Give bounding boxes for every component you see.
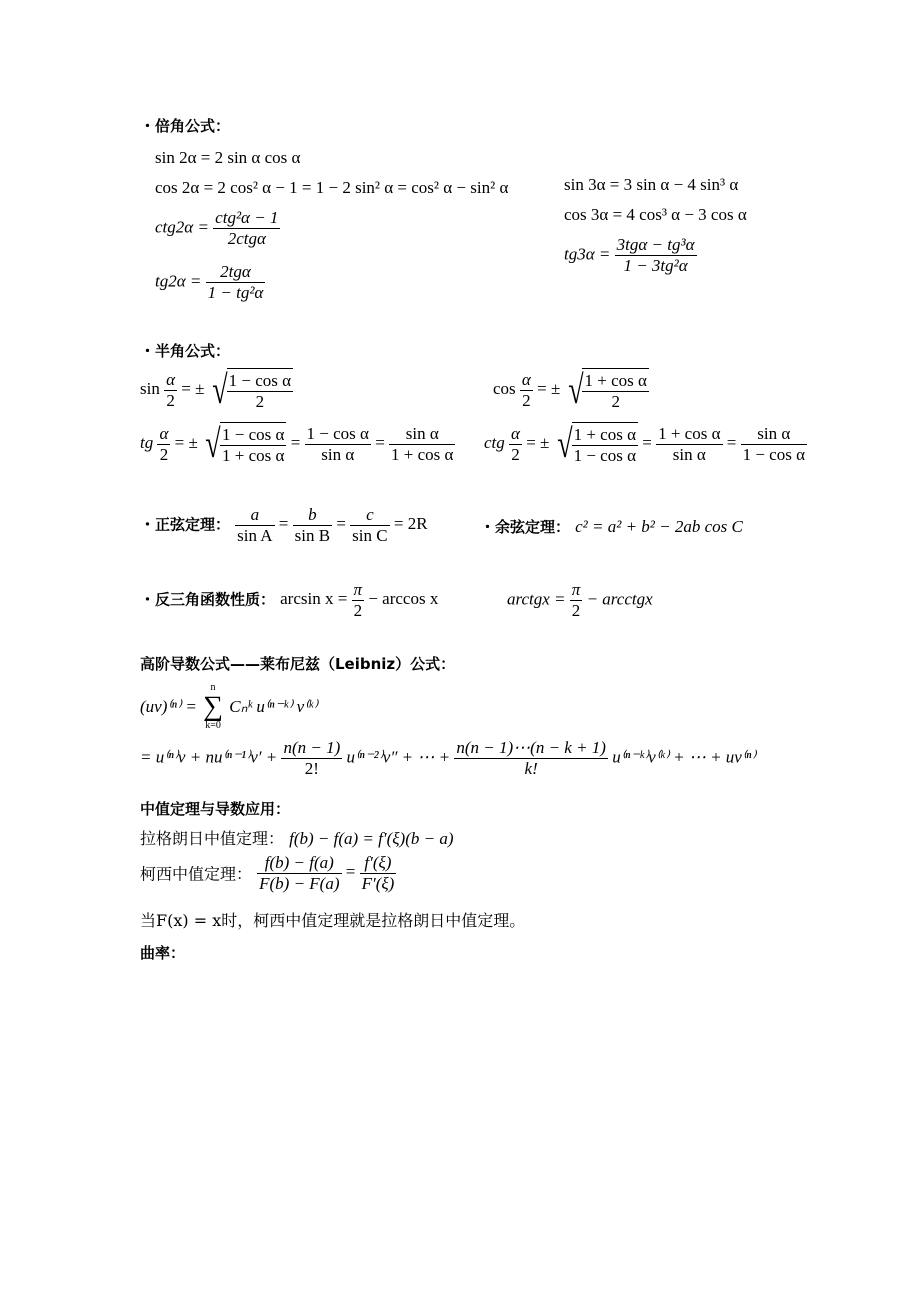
- numerator: sin α: [389, 424, 455, 445]
- inverse-trig-formula-2: [507, 580, 653, 621]
- sin3-formula: sin 3α = 3 sin α − 4 sin³ α: [564, 175, 739, 194]
- half-tg-formula: [140, 422, 455, 466]
- alpha: α: [511, 423, 520, 443]
- alpha: α: [159, 423, 169, 443]
- leibniz-heading: 高阶导数公式——莱布尼兹（Leibniz）公式：: [140, 655, 456, 673]
- leibniz-term-c: u⁽ⁿ⁻ᵏ⁾v⁽ᵏ⁾ + ⋯ + uv⁽ⁿ⁾: [612, 747, 756, 767]
- inverse-trig-heading: ・反三角函数性质：: [140, 590, 276, 609]
- sine-law-heading: ・正弦定理：: [140, 515, 231, 534]
- two: 2: [353, 601, 363, 620]
- numerator: 1 − cos α: [306, 423, 369, 443]
- sigma-symbol: ∑: [203, 691, 224, 722]
- half-cos-lhs: cos: [493, 378, 516, 398]
- sqrt-denominator: 1 − cos α: [573, 446, 636, 465]
- inverse-trig-formula-1: [280, 580, 439, 620]
- sqrt-denominator: 2: [255, 392, 265, 411]
- sin2-formula: sin 2α = 2 sin α cos α: [155, 148, 301, 167]
- leibniz-line-2: [140, 738, 756, 779]
- sqrt-numerator: 1 + cos α: [573, 425, 636, 444]
- leibniz-lhs: (uv)⁽ⁿ⁾ =: [140, 697, 197, 716]
- sine-law-row: [140, 505, 428, 546]
- sum-lower-limit: k=0: [205, 720, 221, 731]
- half-ctg-formula: [484, 422, 807, 466]
- half-cos-formula: [493, 368, 649, 412]
- ctg2-numerator: ctg²α − 1: [215, 208, 279, 227]
- plus-minus: = ±: [174, 432, 198, 452]
- denominator: 2!: [304, 759, 319, 778]
- radical-sign: √: [556, 421, 573, 466]
- numerator: n(n − 1): [283, 738, 341, 757]
- leibniz-rhs: Cₙᵏ u⁽ⁿ⁻ᵏ⁾ v⁽ᵏ⁾: [229, 697, 318, 716]
- two: 2: [571, 601, 581, 620]
- sqrt-denominator: 1 + cos α: [222, 446, 285, 465]
- fraction: [389, 424, 455, 465]
- tg2-lhs: tg2α =: [155, 271, 202, 291]
- fraction: [305, 424, 371, 465]
- tg2-denominator: 1 − tg²α: [207, 283, 264, 302]
- two: 2: [511, 444, 520, 464]
- numerator: n(n − 1)⋯(n − k + 1): [456, 738, 606, 757]
- leibniz-frac-1: [281, 738, 342, 779]
- cosine-law-row: [480, 516, 743, 537]
- denominator: k!: [524, 759, 538, 778]
- sqrt: [565, 368, 649, 412]
- denominator: F(b) − F(a): [259, 874, 340, 893]
- cos2-formula: cos 2α = 2 cos² α − 1 = 1 − 2 sin² α = cos² α − sin² α: [155, 178, 509, 197]
- cos3-formula: cos 3α = 4 cos³ α − 3 cos α: [564, 205, 747, 224]
- tg2-numerator: 2tgα: [206, 262, 266, 283]
- half-angle-heading: ・半角公式：: [140, 342, 231, 360]
- leibniz-line-1: [140, 683, 317, 731]
- cauchy-frac-1: [257, 853, 341, 894]
- c-over-sinC: [350, 505, 389, 546]
- arcsin-lhs: arcsin x =: [280, 589, 348, 609]
- tg3-numerator: 3tgα − tg³α: [616, 235, 695, 254]
- mean-value-note: 当F(x) = x时，柯西中值定理就是拉格朗日中值定理。: [140, 911, 526, 930]
- denominator: sin α: [321, 444, 355, 464]
- equals: =: [345, 862, 356, 882]
- numerator: f′(ξ): [360, 853, 397, 874]
- sqrt-fraction: [220, 425, 286, 466]
- equals: =: [726, 432, 737, 452]
- sqrt: [554, 422, 638, 466]
- lagrange-row: [140, 826, 453, 849]
- curvature-heading: 曲率：: [140, 944, 186, 962]
- sqrt-fraction: [582, 371, 648, 412]
- pi-over-2: [352, 580, 365, 621]
- half-sin-formula: [140, 368, 293, 412]
- radical-sign: √: [205, 421, 221, 466]
- sqrt-fraction: [572, 425, 638, 466]
- numerator: 1 + cos α: [658, 423, 721, 443]
- sum-upper-limit: n: [210, 682, 216, 693]
- leibniz-term-a: = u⁽ⁿ⁾v + nu⁽ⁿ⁻¹⁾v′ +: [140, 747, 278, 767]
- b-over-sinB: [293, 505, 332, 546]
- two: 2: [522, 390, 531, 410]
- ctg2-formula: [155, 208, 280, 249]
- plus-minus: = ±: [526, 432, 550, 452]
- arctg-lhs: arctgx =: [507, 589, 566, 609]
- sqrt: [209, 368, 293, 412]
- numerator-b: b: [293, 505, 332, 526]
- cauchy-label: 柯西中值定理：: [140, 864, 253, 884]
- cosine-law-formula: c² = a² + b² − 2ab cos C: [575, 517, 743, 536]
- ctg2-fraction: [213, 208, 280, 249]
- mean-value-heading: 中值定理与导数应用：: [140, 800, 291, 818]
- leibniz-frac-2: [454, 738, 608, 779]
- equals: =: [278, 514, 289, 534]
- sqrt: [202, 422, 286, 466]
- tg2-fraction: [206, 262, 266, 303]
- two: 2: [166, 390, 175, 410]
- equals: =: [642, 432, 652, 452]
- sqrt-fraction: [227, 371, 293, 412]
- sqrt-numerator: 1 − cos α: [222, 425, 285, 444]
- alpha-over-2: [509, 424, 522, 465]
- numerator-c: c: [350, 505, 389, 526]
- two: 2: [159, 444, 169, 464]
- cosine-law-heading: ・余弦定理：: [480, 518, 571, 536]
- equals: =: [375, 432, 385, 452]
- equals: =: [336, 514, 346, 534]
- inverse-trig-row: [140, 580, 438, 621]
- alpha-over-2: [164, 370, 177, 411]
- sqrt-numerator: 1 − cos α: [228, 371, 292, 390]
- pi: π: [571, 580, 581, 599]
- radical-sign: √: [567, 367, 584, 412]
- leibniz-term-b: u⁽ⁿ⁻²⁾v″ + ⋯ +: [346, 747, 451, 767]
- denominator: sin α: [672, 444, 706, 464]
- tg3-lhs: tg3α =: [564, 244, 611, 264]
- lagrange-formula: f(b) − f(a) = f′(ξ)(b − a): [289, 829, 454, 848]
- denominator-sinC: sin C: [352, 526, 388, 545]
- fraction: [656, 424, 722, 465]
- radical-sign: √: [211, 367, 228, 412]
- tg3-formula: [564, 235, 697, 276]
- alpha-over-2: [520, 370, 533, 411]
- tg2-formula: [155, 262, 265, 303]
- pi: π: [353, 580, 363, 599]
- denominator-sinB: sin B: [294, 526, 331, 545]
- double-angle-heading: ・倍角公式：: [140, 117, 231, 135]
- summation: [201, 683, 225, 731]
- alpha: α: [521, 369, 531, 389]
- alpha: α: [166, 369, 176, 389]
- lagrange-label: 拉格朗日中值定理：: [140, 829, 285, 848]
- numerator-a: a: [235, 505, 274, 526]
- a-over-sinA: [235, 505, 274, 546]
- numerator: f(b) − f(a): [257, 853, 341, 874]
- denominator: 1 + cos α: [391, 444, 454, 464]
- sqrt-numerator: 1 + cos α: [584, 371, 647, 390]
- denominator: F′(ξ): [361, 874, 395, 893]
- tg3-fraction: [615, 235, 697, 276]
- ctg2-lhs: ctg2α =: [155, 217, 209, 237]
- fraction: [741, 424, 807, 465]
- half-sin-lhs: sin: [140, 378, 160, 398]
- ctg2-denominator: 2ctgα: [227, 229, 266, 248]
- tg3-denominator: 1 − 3tg²α: [623, 256, 688, 275]
- cauchy-frac-2: [360, 853, 397, 894]
- numerator: sin α: [741, 424, 807, 445]
- alpha-over-2: [157, 424, 170, 465]
- sqrt-denominator: 2: [611, 392, 620, 411]
- plus-minus: = ±: [537, 378, 561, 398]
- sine-law-tail: = 2R: [393, 514, 428, 534]
- arccos-rhs: − arccos x: [368, 589, 439, 609]
- equals: =: [290, 432, 301, 452]
- pi-over-2: [570, 580, 583, 621]
- cauchy-row: [140, 853, 396, 894]
- denominator: 1 − cos α: [742, 444, 805, 464]
- arcctg-rhs: − arcctgx: [586, 589, 653, 609]
- denominator-sinA: sin A: [237, 526, 273, 545]
- half-ctg-lhs: ctg: [484, 432, 505, 452]
- plus-minus: = ±: [181, 378, 205, 398]
- sine-law-formula: [235, 505, 428, 545]
- half-tg-lhs: tg: [140, 432, 154, 452]
